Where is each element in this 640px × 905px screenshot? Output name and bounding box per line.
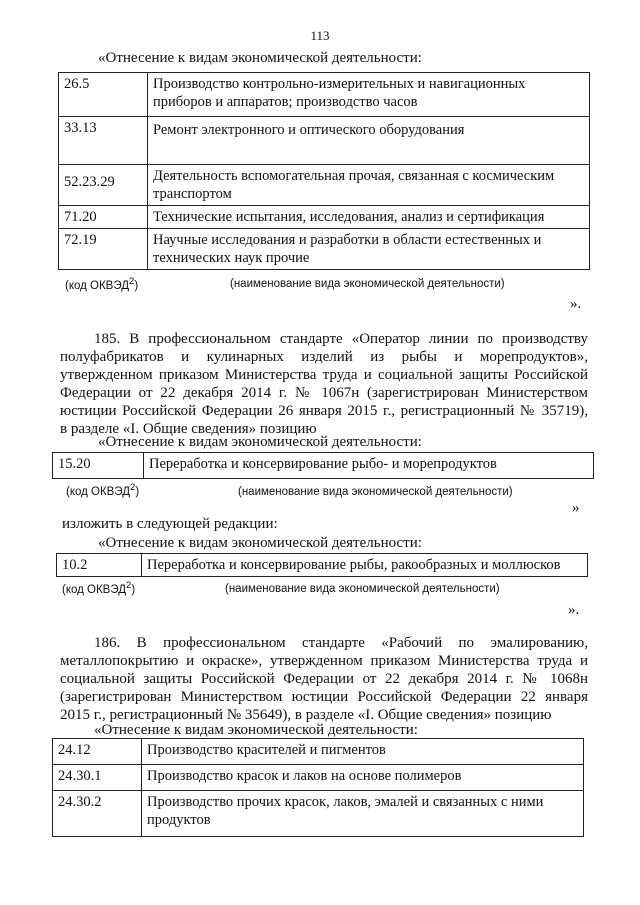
block3-table — [56, 553, 588, 577]
closing-quote: ». — [568, 602, 580, 618]
block1-caption: «Отнесение к видам экономической деятельности: — [98, 50, 422, 66]
table-row — [59, 165, 590, 206]
activity-name-label: (наименование вида экономической деятельности) — [238, 486, 513, 498]
table-row — [53, 791, 584, 837]
page-number: 113 — [310, 28, 330, 43]
okved-code: 15.20 — [53, 453, 144, 479]
block4-table — [52, 738, 584, 837]
activity-name-label: (наименование вида экономической деятельности) — [225, 583, 500, 595]
paragraph-186: 186. В профессиональном стандарте «Рабочий по эмалированию, металлопокрытию и окраске», утвержденном приказом Министерства труда и социальной защиты Российской Федерации от 22 декабря 2014 г. № 1068н (зарегистрирован Министерством юстиции Российской Федерации 22 января 2015 г., регистрационный № 35649), в разделе «I. Общие сведения» позицию — [60, 635, 588, 723]
activity-name: Переработка и консервирование рыбы, ракообразных и моллюсков — [142, 554, 588, 577]
activity-name: Технические испытания, исследования, анализ и сертификация — [148, 206, 590, 229]
okved-code: 33.13 — [59, 117, 148, 165]
activity-name: Производство контрольно-измерительных и навигационных приборов и аппаратов; производство часов — [148, 73, 590, 117]
activity-name: Производство прочих красок, лаков, эмалей и связанных с ними продуктов — [142, 791, 584, 837]
okved-code-label: (код ОКВЭД$^2$) — [65, 276, 139, 292]
table-row — [59, 73, 590, 117]
table-row — [53, 739, 584, 765]
block4-caption: «Отнесение к видам экономической деятельности: — [94, 722, 418, 738]
closing-quote: » — [572, 500, 580, 516]
activity-name-label: (наименование вида экономической деятельности) — [230, 278, 505, 290]
okved-code-label: (код ОКВЭД$^2$) — [66, 482, 140, 498]
table-row — [53, 765, 584, 791]
block1-table — [58, 72, 590, 270]
activity-name: Производство красителей и пигментов — [142, 739, 584, 765]
activity-name: Ремонт электронного и оптического оборудования — [148, 117, 590, 165]
table-row — [59, 229, 590, 270]
okved-code: 24.30.1 — [53, 765, 142, 791]
closing-quote: ». — [570, 296, 582, 312]
instruction-text: изложить в следующей редакции: — [62, 516, 278, 532]
okved-code: 72.19 — [59, 229, 148, 270]
paragraph-185: 185. В профессиональном стандарте «Оператор линии по производству полуфабрикатов и кулинарных изделий из рыбы и морепродуктов», утвержденном приказом Министерства труда и социальной защиты Российской Федерации от 22 декабря 2014 г. № 1067н (зарегистрирован Министерством юстиции Российской Федерации 26 января 2015 г., регистрационный № 35719), в разделе «I. Общие сведения» позицию — [60, 331, 588, 437]
okved-code: 71.20 — [59, 206, 148, 229]
okved-code: 26.5 — [59, 73, 148, 117]
table-row — [53, 453, 594, 479]
activity-name: Переработка и консервирование рыбо- и морепродуктов — [144, 453, 594, 479]
block2-table — [52, 452, 594, 479]
table-row — [57, 554, 588, 577]
okved-code: 24.12 — [53, 739, 142, 765]
table-row — [59, 206, 590, 229]
okved-code: 24.30.2 — [53, 791, 142, 837]
block2-caption: «Отнесение к видам экономической деятельности: — [98, 434, 422, 450]
block3-caption: «Отнесение к видам экономической деятельности: — [98, 535, 422, 551]
activity-name: Деятельность вспомогательная прочая, связанная с космическим транспортом — [148, 165, 590, 206]
activity-name: Производство красок и лаков на основе полимеров — [142, 765, 584, 791]
okved-code-label: (код ОКВЭД$^2$) — [62, 580, 136, 596]
okved-code: 52.23.29 — [59, 165, 148, 206]
okved-code: 10.2 — [57, 554, 142, 577]
activity-name: Научные исследования и разработки в области естественных и технических наук прочие — [148, 229, 590, 270]
table-row — [59, 117, 590, 165]
